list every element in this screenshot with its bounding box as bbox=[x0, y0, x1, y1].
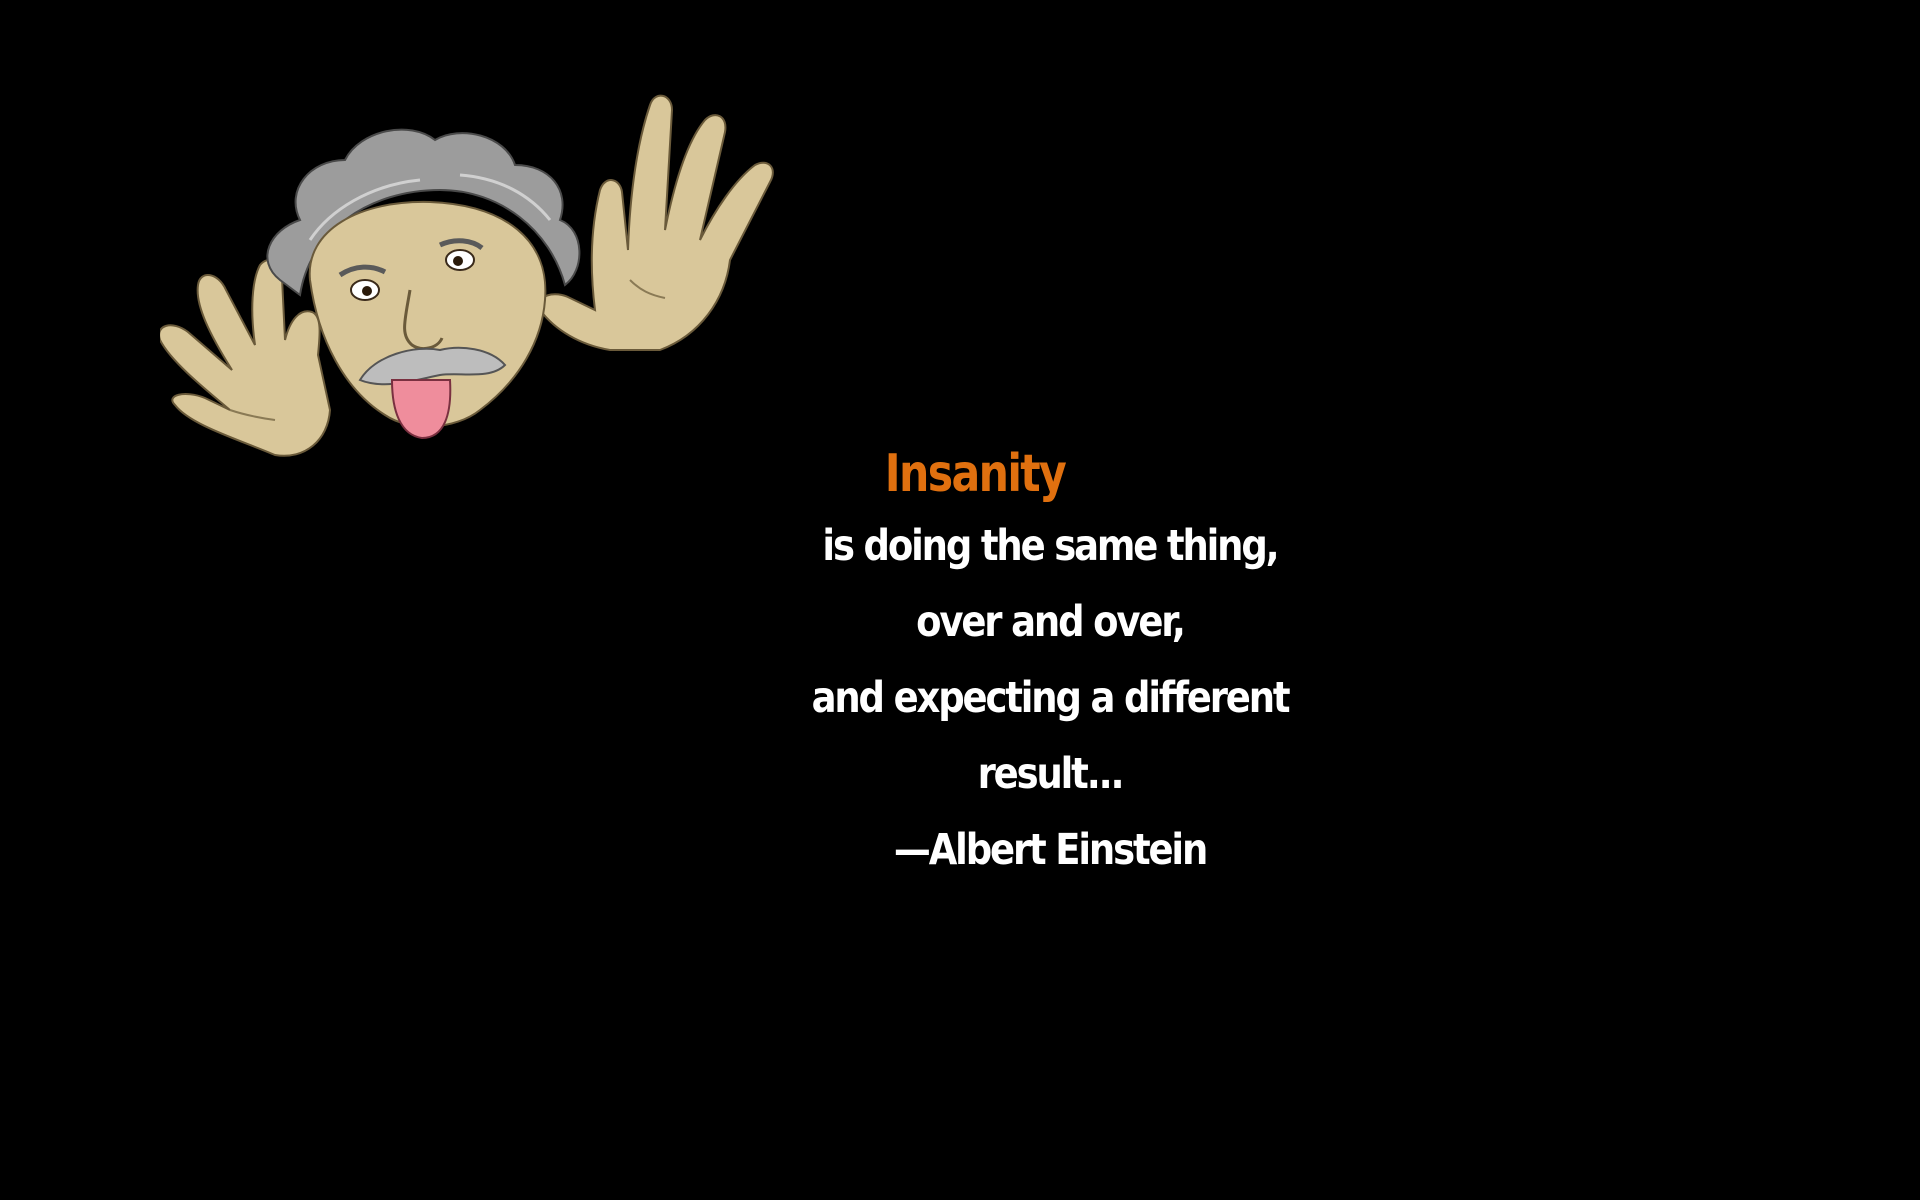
quote-block bbox=[700, 440, 1400, 888]
quote-line-1: is doing the same thing, bbox=[822, 521, 1278, 571]
einstein-caricature-icon bbox=[160, 80, 800, 470]
quote-line-3: and expecting a different result... bbox=[811, 673, 1289, 799]
quote-line-2: over and over, bbox=[916, 597, 1184, 647]
quote-title: Insanity bbox=[884, 444, 1066, 504]
tongue-icon bbox=[392, 380, 450, 438]
left-hand-icon bbox=[160, 260, 330, 456]
quote-author: —Albert Einstein bbox=[893, 825, 1207, 875]
right-hand-icon bbox=[539, 96, 773, 350]
